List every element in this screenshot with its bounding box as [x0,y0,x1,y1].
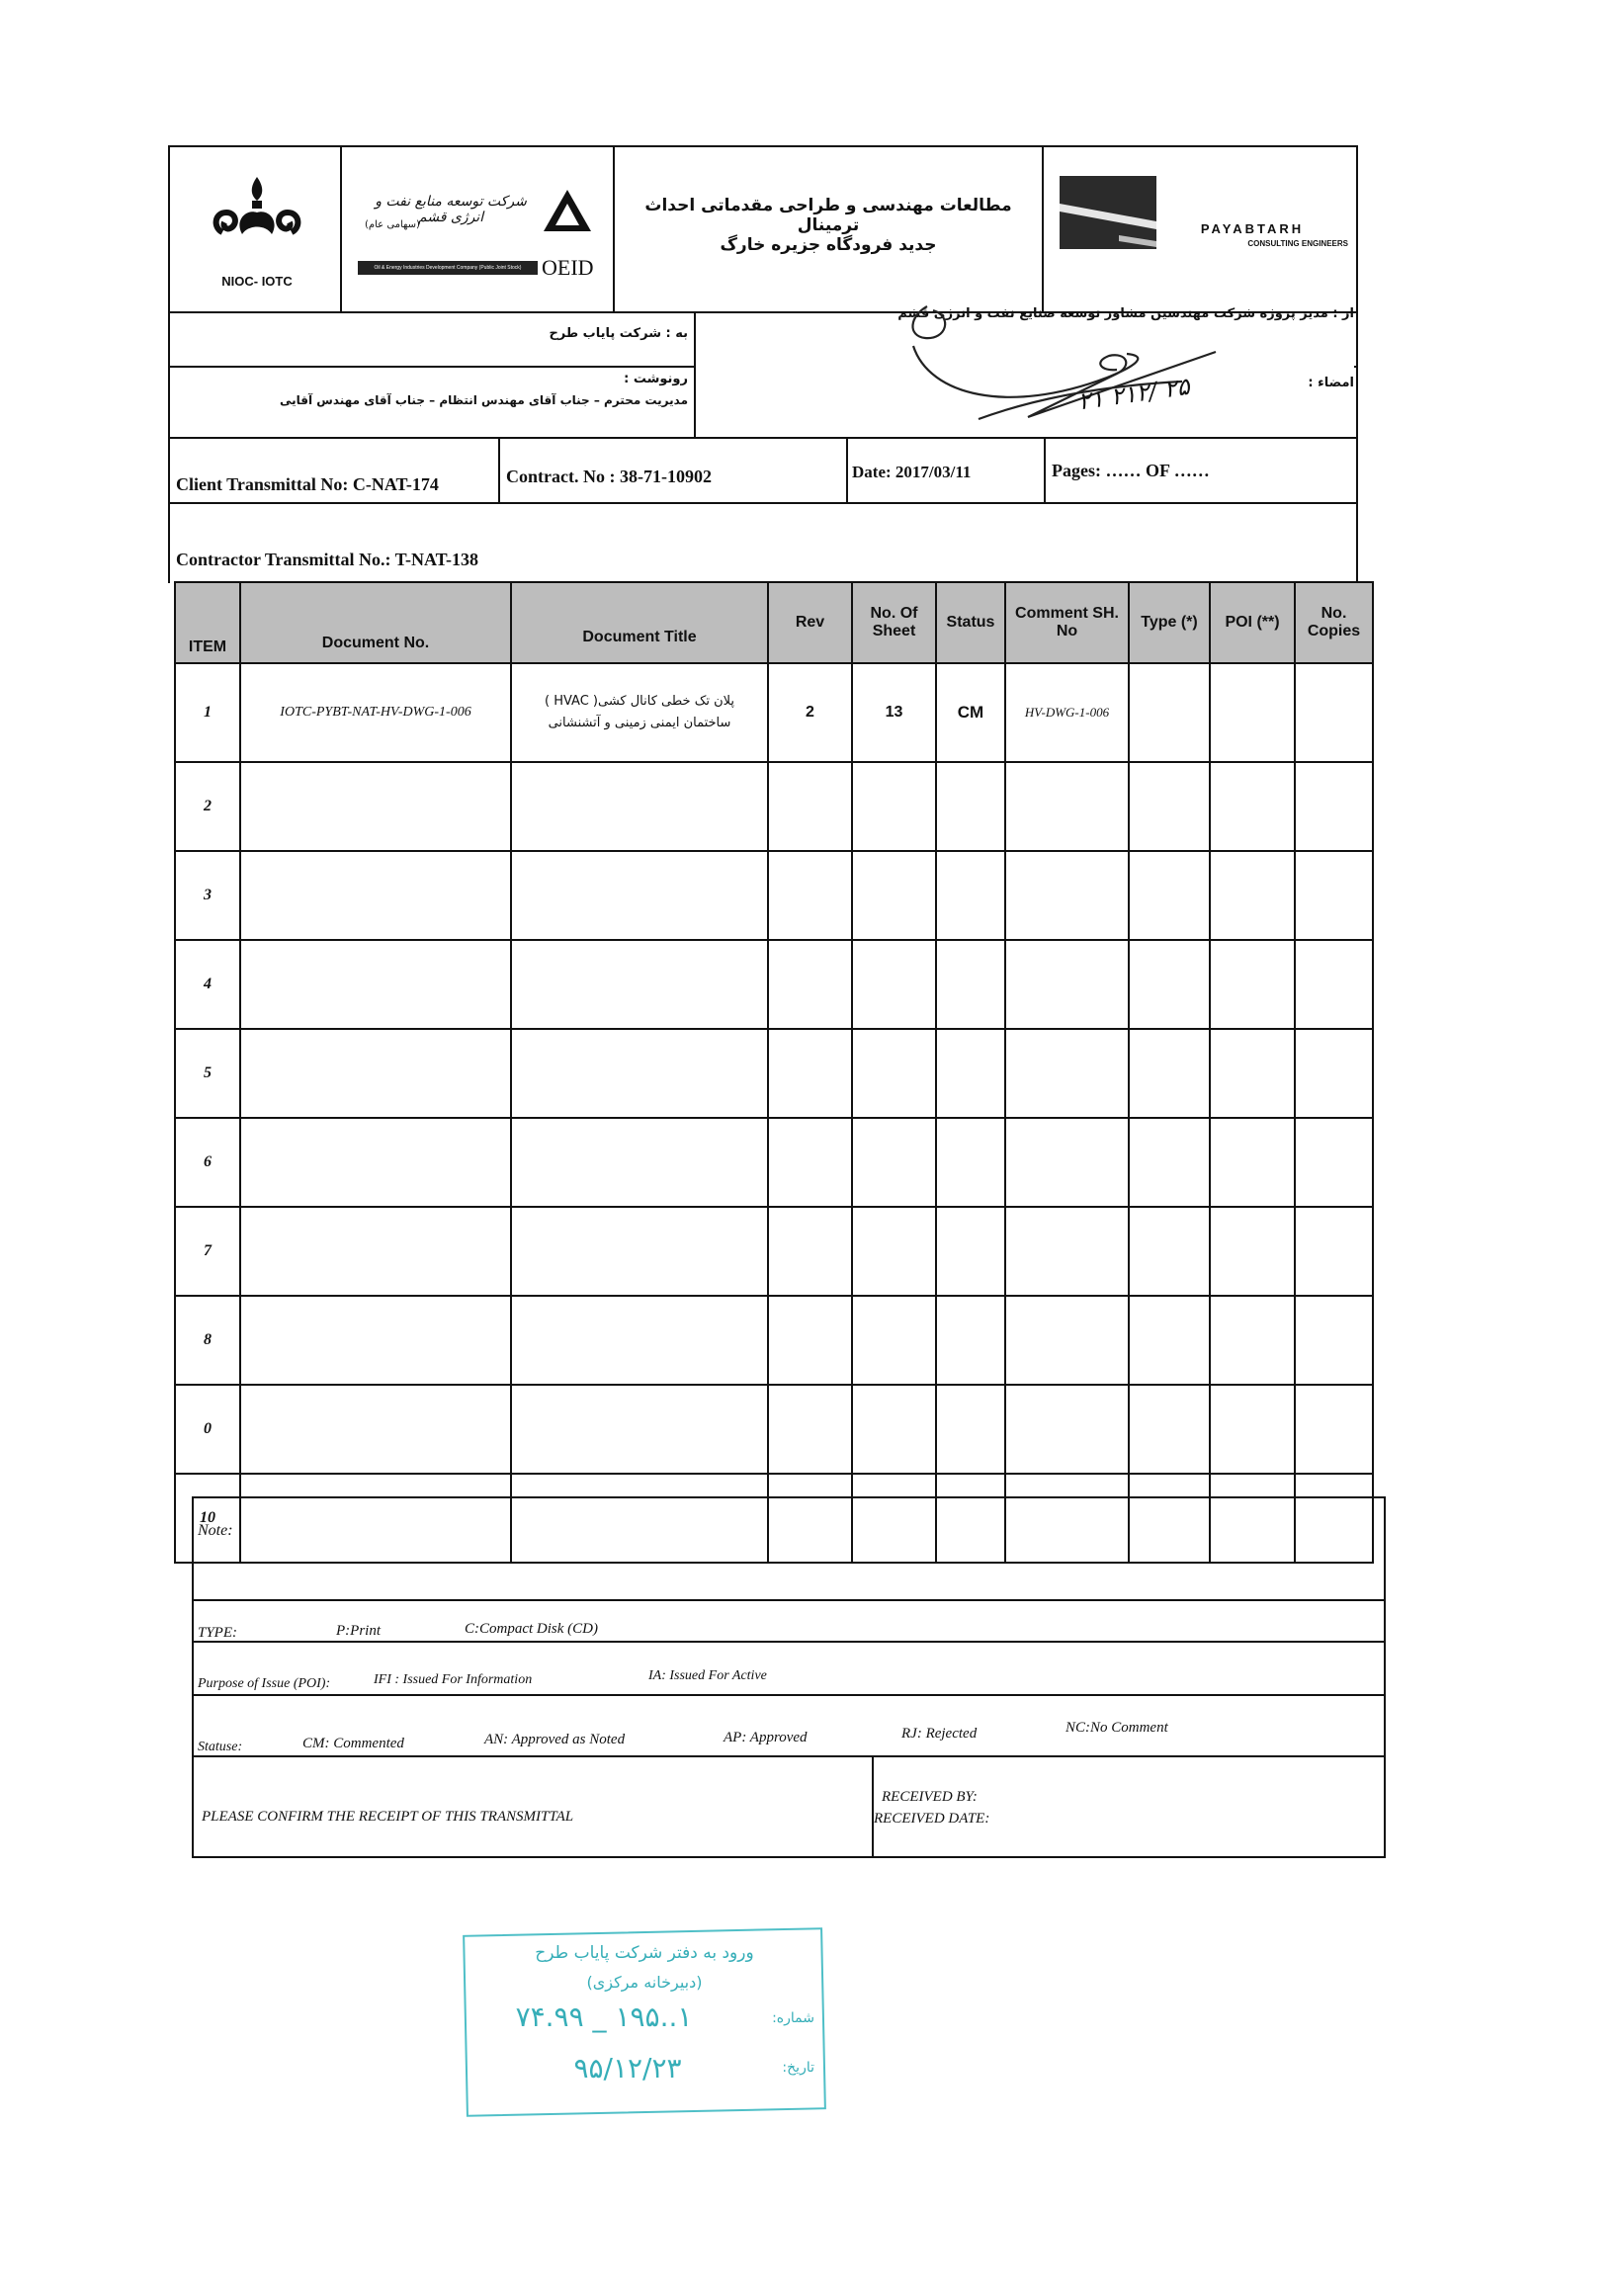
project-title-line-2: جدید فرودگاه جزیره خارگ [720,235,937,255]
cell-poi [1210,1385,1295,1474]
cell-item: 5 [175,1029,240,1118]
pages-field: Pages: …… OF …… [1052,461,1210,480]
cell-poi [1210,762,1295,851]
cell-document-title [511,1385,768,1474]
nioc-logo [203,173,311,252]
addressing-vline [694,313,696,437]
oeid-persian-sub: (سهامی عام) [365,219,420,230]
cell-item: 0 [175,1385,240,1474]
cell-status [936,1296,1005,1385]
stamp-number-label: شماره: [772,2010,814,2026]
cell-document-no [240,1385,511,1474]
cell-status [936,1118,1005,1207]
cell-poi [1210,1207,1295,1296]
col-status: Status [936,582,1005,663]
cell-type [1129,1385,1210,1474]
cell-poi [1210,1296,1295,1385]
cell-document-no [240,762,511,851]
cell-item: 10 [175,1474,240,1563]
table-row [175,940,1373,1029]
table-row [175,1385,1373,1474]
cell-document-title [511,940,768,1029]
cell-no-of-sheet [852,1207,936,1296]
stamp-date-label: تاریخ: [782,2060,814,2076]
cell-status [936,762,1005,851]
oeid-english-bar: Oil & Energy Industries Development Company (Public Joint Stock) [358,261,538,275]
cell-no-copies [1295,762,1373,851]
contractor-transmittal: Contractor Transmittal No.: T-NAT-138 [176,550,478,569]
signature-scribble [890,287,1245,455]
cell-no-of-sheet [852,1385,936,1474]
contract-no: Contract. No : 38-71-10902 [506,467,712,486]
status-cm: CM: Commented [302,1736,404,1751]
poi-ifi: IFI : Issued For Information [374,1672,533,1687]
type-label: TYPE: [198,1625,238,1641]
table-row [175,1029,1373,1118]
footer-hline-1 [192,1599,1386,1601]
handwritten-note: ۲۱ ۲۱۲/ ۲۵ [1075,372,1192,416]
addressing-hline-2 [1354,366,1358,368]
cell-no-of-sheet [852,940,936,1029]
cell-poi [1210,1029,1295,1118]
cell-status [936,1207,1005,1296]
cell-type [1129,940,1210,1029]
cell-poi [1210,851,1295,940]
cell-status [936,1029,1005,1118]
cell-document-title [511,1296,768,1385]
cell-comment-sh [1005,762,1129,851]
cell-item: 6 [175,1118,240,1207]
col-no-of-sheet: No. Of Sheet [852,582,936,663]
to-field: به : شرکت پایاب طرح [549,326,688,341]
cell-type [1129,851,1210,940]
sign-label: امضاء : [1308,376,1354,390]
payabtarh-name: PAYABTARH [1200,221,1305,236]
header-divider-1 [340,145,342,313]
cell-item: 3 [175,851,240,940]
cell-no-of-sheet [852,762,936,851]
stamp-line-2: (دبیرخانه مرکزی) [586,1973,703,1992]
project-title-line-1: مطالعات مهندسی و طراحی مقدماتی احداث ترمینال [644,196,1012,235]
addressing-hline-1 [168,366,694,368]
table-header-row [175,582,1373,663]
cell-no-copies [1295,1118,1373,1207]
poi-ia: IA: Issued For Active [648,1668,767,1683]
cell-document-no [240,851,511,940]
nioc-flame-icon [203,173,311,252]
cell-no-copies [1295,851,1373,940]
confirm-text: PLEASE CONFIRM THE RECEIPT OF THIS TRANSMITTAL [202,1809,574,1825]
cell-document-no [240,1207,511,1296]
footer-hline-2 [192,1641,1386,1643]
cell-status [936,851,1005,940]
from-field: از : مدیر پروژه شرکت مهندسین مشاور توسعه صنایع نفت و انرژی قشم [897,306,1354,321]
cell-comment-sh [1005,1029,1129,1118]
stamp-date-value: ۹۵/۱۲/۲۳ [573,2052,682,2084]
cell-poi [1210,940,1295,1029]
cc-label: رونوشت : [624,372,688,386]
cell-poi [1210,663,1295,762]
status-rj: RJ: Rejected [901,1726,978,1742]
cell-document-title: پلان تک خطی کانال کشی( HVAC ) ساختمان ایمنی زمینی و آتشنشانی [511,663,768,762]
footer-vline [872,1755,874,1858]
col-document-title: Document Title [511,582,768,663]
cell-rev: 2 [768,663,852,762]
cell-status [936,940,1005,1029]
cell-no-of-sheet [852,1029,936,1118]
note-label: Note: [198,1522,233,1539]
cell-rev [768,1029,852,1118]
payabtarh-sub: CONSULTING ENGINEERS [1247,239,1348,248]
col-type: Type (*) [1129,582,1210,663]
cell-no-of-sheet [852,851,936,940]
table-row [175,1207,1373,1296]
nioc-label: NIOC- IOTC [221,274,293,289]
col-item: ITEM [175,582,240,663]
cell-rev [768,1207,852,1296]
cell-type [1129,1118,1210,1207]
table-row [175,1118,1373,1207]
oeid-persian-name: شرکت توسعه منابع نفت و انرژی قشم [375,194,527,225]
stamp-number-value: ۱..۱۹۵ _ ۷۴.۹۹ [515,2000,693,2033]
status-an: AN: Approved as Noted [484,1732,626,1747]
footer-hline-3 [192,1694,1386,1696]
cell-no-copies [1295,940,1373,1029]
cell-no-copies [1295,663,1373,762]
cell-type [1129,663,1210,762]
table-row [175,1296,1373,1385]
cell-no-copies [1295,1207,1373,1296]
col-comment-sh: Comment SH. No [1005,582,1129,663]
cell-document-title [511,762,768,851]
cell-item: 8 [175,1296,240,1385]
cell-comment-sh: HV-DWG-1-006 [1005,663,1129,762]
stamp-line-1: ورود به دفتر شرکت پایاب طرح [535,1943,754,1963]
cell-rev [768,762,852,851]
col-poi: POI (**) [1210,582,1295,663]
cell-poi [1210,1118,1295,1207]
cell-type [1129,1029,1210,1118]
cell-no-of-sheet [852,1296,936,1385]
documents-table [174,581,1374,1564]
cell-no-of-sheet: 13 [852,663,936,762]
cell-status: CM [936,663,1005,762]
cell-document-title [511,1118,768,1207]
cell-rev [768,940,852,1029]
oeid-triangle-icon [542,188,593,233]
cell-comment-sh [1005,1296,1129,1385]
cell-document-no [240,1296,511,1385]
footer-hline-4 [192,1755,1386,1757]
header-divider-2 [613,145,615,313]
client-transmittal: Client Transmittal No: C-NAT-174 [176,474,439,494]
status-nc: NC:No Comment [1065,1720,1168,1736]
contractor-frame [168,502,1358,583]
cell-comment-sh [1005,940,1129,1029]
cell-comment-sh [1005,1385,1129,1474]
cell-document-title [511,1029,768,1118]
cell-item: 1 [175,663,240,762]
meta-vline-1 [498,437,500,504]
payabtarh-logo-icon [1060,176,1156,249]
status-ap: AP: Approved [724,1730,808,1745]
type-cd: C:Compact Disk (CD) [465,1621,598,1637]
meta-vline-3 [1044,437,1046,504]
cell-document-no [240,940,511,1029]
cell-item: 2 [175,762,240,851]
cell-document-no [240,1118,511,1207]
meta-vline-2 [846,437,848,504]
cell-rev [768,1296,852,1385]
status-label: Statuse: [198,1740,243,1754]
received-by: RECEIVED BY: [882,1789,978,1805]
cell-document-title [511,851,768,940]
cell-type [1129,1296,1210,1385]
poi-label: Purpose of Issue (POI): [198,1676,331,1691]
cell-comment-sh [1005,1207,1129,1296]
received-date: RECEIVED DATE: [874,1811,990,1827]
cell-type [1129,762,1210,851]
cell-item: 4 [175,940,240,1029]
cell-document-no [240,1029,511,1118]
cell-rev [768,851,852,940]
oeid-label: OEID [542,255,594,280]
table-row [175,663,1373,762]
footer-frame [192,1496,1386,1858]
cell-item: 7 [175,1207,240,1296]
cell-no-copies [1295,1385,1373,1474]
cell-comment-sh [1005,1118,1129,1207]
date-field: Date: 2017/03/11 [852,463,972,481]
table-row [175,762,1373,851]
table-row [175,851,1373,940]
cell-type [1129,1207,1210,1296]
type-print: P:Print [336,1623,381,1639]
cell-rev [768,1118,852,1207]
col-document-no: Document No. [240,582,511,663]
cell-status [936,1385,1005,1474]
cell-rev [768,1385,852,1474]
col-no-copies: No. Copies [1295,582,1373,663]
cell-comment-sh [1005,851,1129,940]
cell-no-copies [1295,1029,1373,1118]
cell-no-copies [1295,1296,1373,1385]
cell-document-title [511,1207,768,1296]
cell-no-of-sheet [852,1118,936,1207]
cc-text: مدیریت محترم – جناب آقای مهندس انتظام – جناب آقای مهندس آقایی [279,393,688,407]
cell-document-no: IOTC-PYBT-NAT-HV-DWG-1-006 [240,663,511,762]
col-rev: Rev [768,582,852,663]
